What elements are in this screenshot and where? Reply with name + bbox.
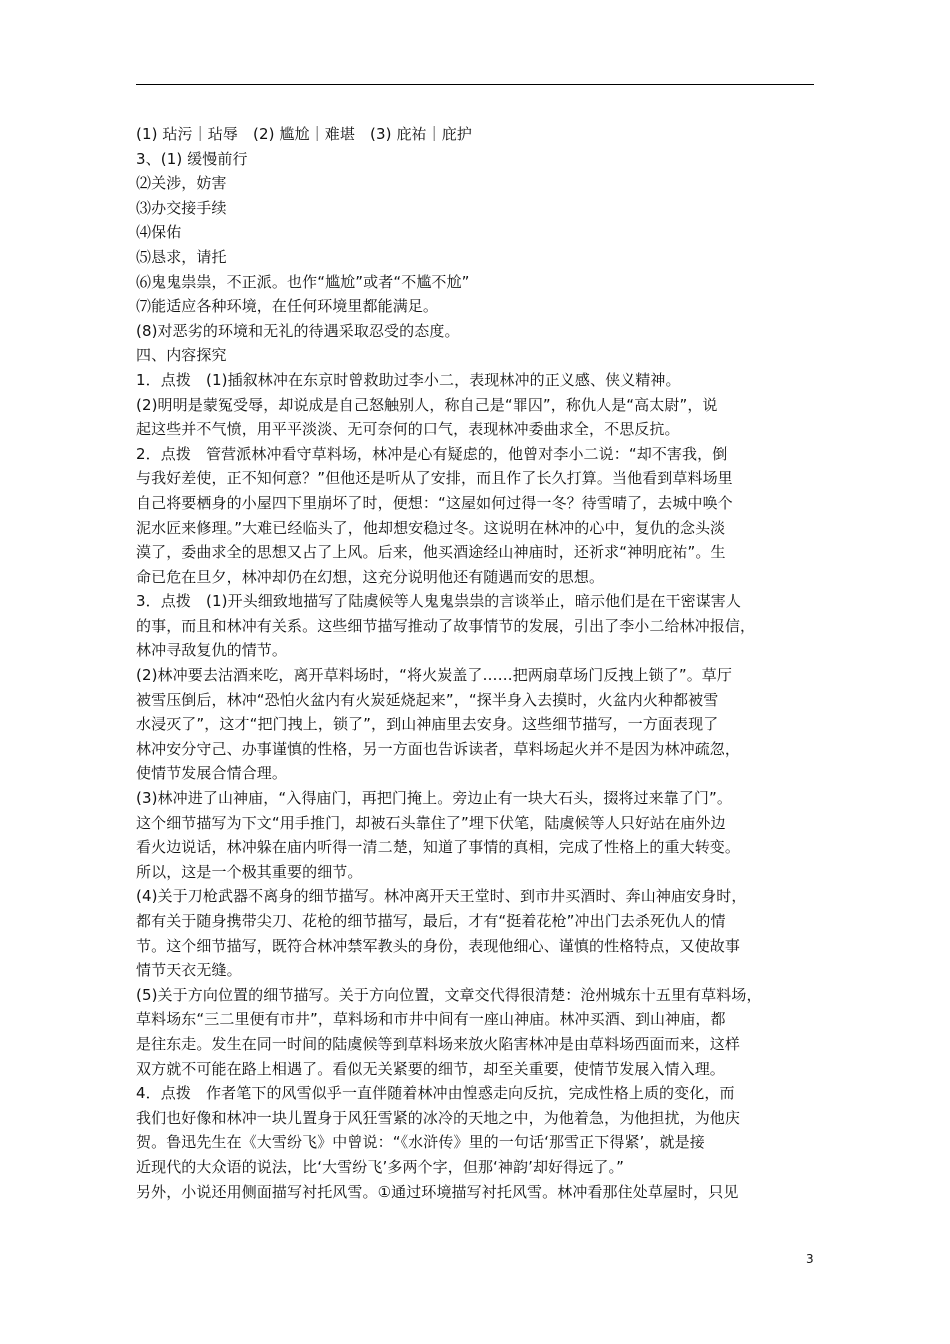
text-line: (2)明明是蒙冤受辱，却说成是自己怒触别人，称自己是“罪囚”，称仇人是“高太尉”，说 — [136, 395, 718, 414]
text-line: ⑷保佑 — [136, 223, 182, 242]
text-line: ⑵关涉，妨害 — [136, 174, 227, 193]
text-line: 贺。鲁迅先生在《大雪纷飞》中曾说：“《水浒传》里的一句话‘那雪正下得紧’，就是接 — [136, 1133, 705, 1152]
text-line: ⑸恳求，请托 — [136, 247, 227, 266]
text-line: (4)关于刀枪武器不离身的细节描写。林冲离开天王堂时、到市井买酒时、奔山神庙安身时， — [136, 887, 747, 906]
text-line: ⑶办交接手续 — [136, 198, 227, 217]
text-line: 情节天衣无缝。 — [136, 961, 242, 980]
text-line: 我们也好像和林冲一块儿置身于风狂雪紧的冰冷的天地之中，为他着急，为他担扰，为他庆 — [136, 1108, 741, 1127]
text-line: 自己将要栖身的小屋四下里崩坏了时，便想：“这屋如何过得一冬？待雪晴了，去城中唤个 — [136, 493, 733, 512]
text-line: 2．点拨 管营派林冲看守草料场，林冲是心有疑虑的，他曾对李小二说：“却不害我，倒 — [136, 444, 728, 463]
text-line: 林冲寻敌复仇的情节。 — [136, 641, 288, 660]
text-line: 四、内容探究 — [136, 346, 227, 365]
text-line: 草料场东“三二里便有市井”，草料场和市井中间有一座山神庙。林冲买酒、到山神庙，都 — [136, 1010, 726, 1029]
text-line: ⑺能适应各种环境，在任何环境里都能满足。 — [136, 297, 439, 316]
text-line: ⑹鬼鬼祟祟，不正派。也作“尴尬”或者“不尴不尬” — [136, 272, 470, 291]
text-line: 水浸灭了”，这才“把门拽上，锁了”，到山神庙里去安身。这些细节描写，一方面表现了 — [136, 715, 719, 734]
text-line: (5)关于方向位置的细节描写。关于方向位置，文章交代得很清楚：沧州城东十五里有草料场， — [136, 985, 762, 1004]
text-line: 看火边说话，林冲躲在庙内听得一清二楚，知道了事情的真相，完成了性格上的重大转变。 — [136, 838, 741, 857]
text-line: (3)林冲进了山神庙，“入得庙门，再把门掩上。旁边止有一块大石头，掇将过来靠了门”。 — [136, 789, 732, 808]
text-line: 3．点拨 (1)开头细致地描写了陆虞候等人鬼鬼祟祟的言谈举止，暗示他们是在干密谋害人 — [136, 592, 741, 611]
text-line: 3、(1) 缓慢前行 — [136, 149, 248, 168]
text-line: 林冲安分守己、办事谨慎的性格，另一方面也告诉读者，草料场起火并不是因为林冲疏忽， — [136, 739, 741, 758]
text-line: 泥水匠来修理。”大难已经临头了，他却想安稳过冬。这说明在林冲的心中，复仇的念头淡 — [136, 518, 726, 537]
text-line: 起这些并不气愤，用平平淡淡、无可奈何的口气，表现林冲委曲求全，不思反抗。 — [136, 420, 680, 439]
text-line: 这个细节描写为下文“用手推门，却被石头靠住了”埋下伏笔，陆虞候等人只好站在庙外边 — [136, 813, 726, 832]
text-line: 命已危在旦夕，林冲却仍在幻想，这充分说明他还有随遇而安的思想。 — [136, 567, 605, 586]
text-line: 都有关于随身携带尖刀、花枪的细节描写，最后，才有“挺着花枪”冲出门去杀死仇人的情 — [136, 912, 726, 930]
text-line: 双方就不可能在路上相遇了。看似无关紧要的细节，却至关重要，使情节发展入情入理。 — [136, 1059, 725, 1078]
text-line: 4．点拨 作者笔下的风雪似乎一直伴随着林冲由惶惑走向反抗，完成性格上质的变化，而 — [136, 1084, 735, 1103]
text-line: 所以，这是一个极其重要的细节。 — [136, 862, 363, 881]
header-rule — [136, 84, 814, 85]
text-line: (2)林冲要去沽酒来吃，离开草料场时，“将火炭盖了……把两扇草场门反拽上锁了”。草厅 — [136, 666, 732, 685]
text-line: 与我好差使，正不知何意？”但他还是听从了安排，而且作了长久打算。当他看到草料场里 — [136, 469, 733, 488]
text-line: 是往东走。发生在同一时间的陆虞候等到草料场来放火陷害林冲是由草料场西面而来，这样 — [136, 1034, 741, 1053]
text-line: 1．点拨 (1)插叙林冲在东京时曾救助过李小二，表现林冲的正义感、侠义精神。 — [136, 370, 681, 389]
document-body — [136, 122, 814, 1204]
text-line: 漠了，委曲求全的思想又占了上风。后来，他买酒途经山神庙时，还祈求“神明庇祐”。生 — [136, 543, 726, 562]
text-line: 的事，而且和林冲有关系。这些细节描写推动了故事情节的发展，引出了李小二给林冲报信， — [136, 616, 756, 635]
text-line: (1) 玷污｜玷辱 (2) 尴尬｜难堪 (3) 庇祐｜庇护 — [136, 125, 472, 143]
text-line: 另外，小说还用侧面描写衬托风雪。①通过环境描写衬托风雪。林冲看那住处草屋时，只见 — [136, 1182, 739, 1201]
text-line: 节。这个细节描写，既符合林冲禁军教头的身份，表现他细心、谨慎的性格特点，又使故事 — [136, 936, 741, 955]
text-line: (8)对恶劣的环境和无礼的待遇采取忍受的态度。 — [136, 321, 460, 340]
text-line: 近现代的大众语的说法，比‘大雪纷飞’多两个字，但那‘神韵’却好得远了。” — [136, 1157, 624, 1176]
page-number: 3 — [806, 1252, 814, 1266]
text-line: 使情节发展合情合理。 — [136, 764, 288, 783]
text-line: 被雪压倒后，林冲“恐怕火盆内有火炭延烧起来”，“探半身入去摸时，火盆内火种都被雪 — [136, 690, 719, 709]
